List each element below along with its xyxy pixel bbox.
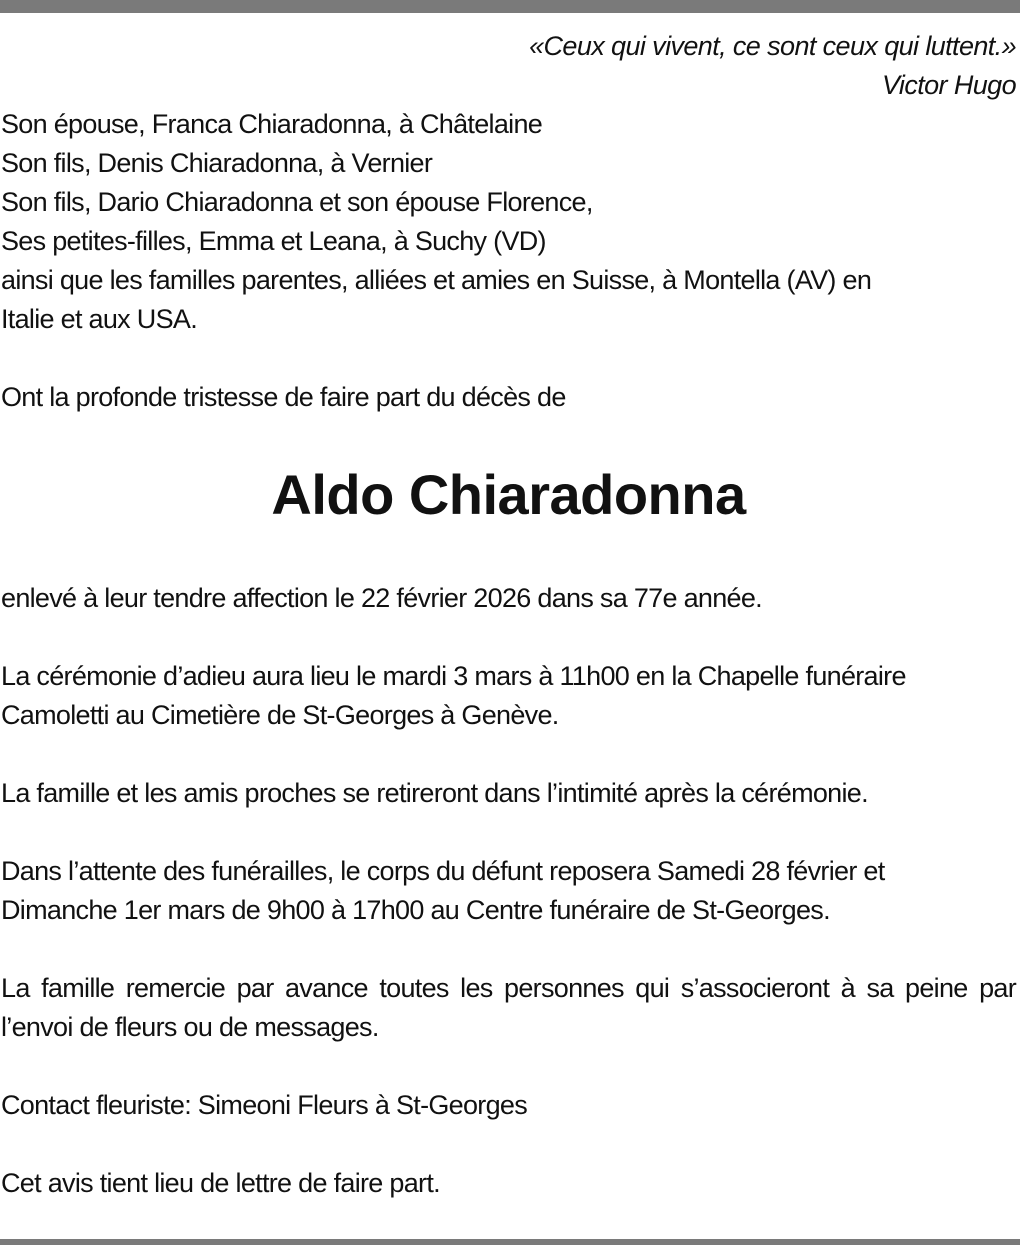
privacy-note: La famille et les amis proches se retireront dans l’intimité après la cérémonie. xyxy=(1,778,868,808)
top-rule xyxy=(0,0,1020,13)
family-line: Son épouse, Franca Chiaradonna, à Châtelaine xyxy=(1,109,543,139)
thanks-note: La famille remercie par avance toutes les personnes qui s’associeront à sa peine par l’envoi de fleurs ou de messages. xyxy=(1,973,1016,1042)
viewing-line: Dimanche 1er mars de 9h00 à 17h00 au Centre funéraire de St-Georges. xyxy=(1,895,830,925)
obituary-notice xyxy=(1,27,1016,1203)
deceased-name: Aldo Chiaradonna xyxy=(271,463,746,526)
family-line: Italie et aux USA. xyxy=(1,304,198,334)
family-line: Son fils, Denis Chiaradonna, à Vernier xyxy=(1,148,433,178)
quote-text: «Ceux qui vivent, ce sont ceux qui luttent.» xyxy=(529,31,1016,61)
ceremony-line: La cérémonie d’adieu aura lieu le mardi 3 mars à 11h00 en la Chapelle funéraire xyxy=(1,661,906,691)
florist-contact: Contact fleuriste: Simeoni Fleurs à St-Georges xyxy=(1,1090,528,1120)
bottom-rule xyxy=(0,1239,1020,1245)
viewing-line: Dans l’attente des funérailles, le corps du défunt reposera Samedi 28 février et xyxy=(1,856,885,886)
family-line: Ses petites-filles, Emma et Leana, à Suchy (VD) xyxy=(1,226,546,256)
family-line: Son fils, Dario Chiaradonna et son épouse Florence, xyxy=(1,187,593,217)
viewing-info xyxy=(1,852,1016,930)
ceremony-line: Camoletti au Cimetière de St-Georges à Genève. xyxy=(1,700,559,730)
announcement: Ont la profonde tristesse de faire part du décès de xyxy=(1,382,566,412)
quote-author: Victor Hugo xyxy=(882,70,1016,100)
family-list xyxy=(1,105,1016,339)
ceremony-info xyxy=(1,657,1016,735)
death-notice: enlevé à leur tendre affection le 22 février 2026 dans sa 77e année. xyxy=(1,583,762,613)
family-line: ainsi que les familles parentes, alliées et amies en Suisse, à Montella (AV) en xyxy=(1,265,872,295)
epigraph xyxy=(1,27,1016,105)
closing-note: Cet avis tient lieu de lettre de faire part. xyxy=(1,1168,440,1198)
